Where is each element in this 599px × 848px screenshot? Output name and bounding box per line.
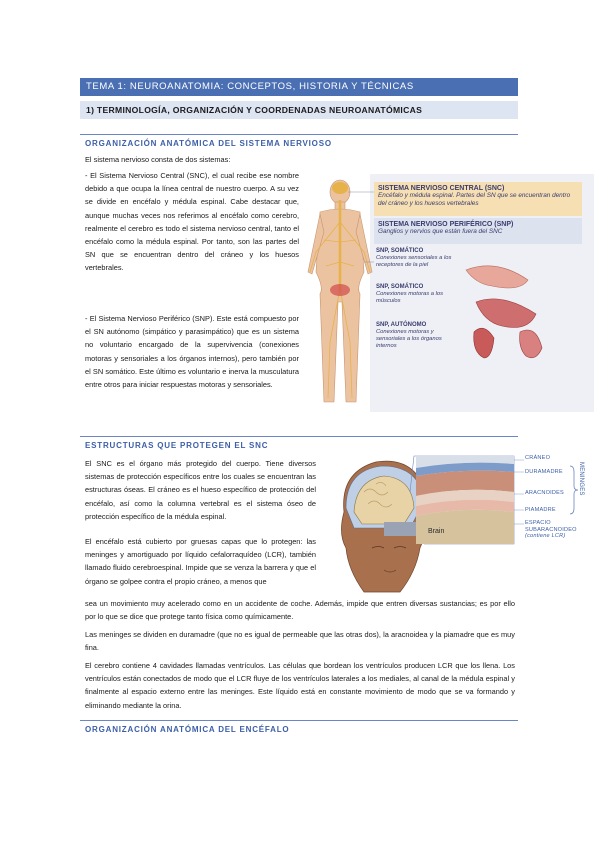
somatic-motor-desc: Conexiones motoras a los músculos xyxy=(376,291,444,304)
nervous-system-figure xyxy=(306,162,594,412)
aracnoides-label: ARACNOIDES xyxy=(525,490,564,496)
section-banner: 1) TERMINOLOGÍA, ORGANIZACIÓN Y COORDENADAS NEUROANATÓMICAS xyxy=(80,101,518,119)
snp-title: SISTEMA NERVIOSO PERIFÉRICO (SNP) xyxy=(378,221,514,228)
snc-title: SISTEMA NERVIOSO CENTRAL (SNC) xyxy=(378,185,505,192)
espacio-subaracnoideo-label xyxy=(525,520,577,540)
org-sn-intro: El sistema nervioso consta de dos sistemas: xyxy=(85,155,231,164)
topic-banner: TEMA 1: NEUROANATOMIA: CONCEPTOS, HISTORIA Y TÉCNICAS xyxy=(80,78,518,96)
snc-paragraph: - El Sistema Nervioso Central (SNC), el cual recibe ese nombre debido a que ocupa la línea central de nuestro cuerpo. A su vez se divide en encéfalo y médula espinal. Cabe destacar que, aunque muchas veces nos referimos al encéfalo como cerebro, realmente el cerebro es todo el sistema nervioso central, tanto el encéfalo como la médula espinal. Por tanto, son las partes del SN que se encuentran dentro del cráneo y los huesos vertebrales. xyxy=(85,171,299,273)
section-rule xyxy=(80,436,518,437)
somatic-sensory-label xyxy=(376,248,456,269)
org-encefalo-heading: ORGANIZACIÓN ANATÓMICA DEL ENCÉFALO xyxy=(85,725,290,734)
somatic-motor-title: SNP, SOMÁTICO xyxy=(376,284,424,290)
meninges-label: MENINGES xyxy=(578,462,584,496)
estructuras-paragraph-3: Las meninges se dividen en duramadre (que no es igual de permeable que las otras dos), la aracnoidea y la piamadre que es muy fina. xyxy=(85,630,515,653)
org-sn-heading: ORGANIZACIÓN ANATÓMICA DEL SISTEMA NERVIOSO xyxy=(85,139,332,148)
autonomic-label xyxy=(376,322,456,350)
snp-label-box xyxy=(374,218,582,244)
meninges-figure xyxy=(324,452,596,602)
somatic-sensory-title: SNP, SOMÁTICO xyxy=(376,248,424,254)
duramadre-label: DURAMADRE xyxy=(525,469,563,475)
autonomic-desc: Conexiones motoras y sensoriales a los órganos internos xyxy=(376,329,442,349)
snc-label-box xyxy=(374,182,582,216)
espacio-line-1: ESPACIO xyxy=(525,520,551,526)
somatic-motor-label xyxy=(376,284,456,305)
autonomic-title: SNP, AUTÓNOMO xyxy=(376,322,427,328)
snc-description: Encéfalo y médula espinal. Partes del SN que se encuentran dentro del cráneo y los huesos vertebrales xyxy=(378,192,571,207)
estructuras-paragraph-2a: El encéfalo está cubierto por gruesas capas que lo protegen: las meninges y amortiguado por líquido cefalorraquídeo (LCR), también llamado fluido cerebroespinal. Impide que se venza la barrera y que el órgano se golpee contra el propio cráneo, a menos que xyxy=(85,537,316,586)
brain-label: Brain xyxy=(428,528,445,535)
estructuras-paragraph-4: El cerebro contiene 4 cavidades llamadas ventrículos. Las células que bordean los ventrículos producen LCR que los llena. Los ventrículos están conectados de modo que el LCR fluye de los ventrículos laterales a los mediales, al canal de la médula espinal y finalmente al espacio externo entre las meninges. Este líquido está en constante movimiento de modo que se va formando y eliminando mediante la orina. xyxy=(85,661,515,710)
snp-paragraph: - El Sistema Nervioso Periférico (SNP). Este está compuesto por el SN autónomo (simpático y parasimpático) que es un sistema no voluntario encargado de la supervivencia (conexiones motoras y sensoriales a los órganos internos), pero también por el SN somático. Este último es voluntario e inerva la musculatura entre otros para iniciar respuestas motoras y sensoriales. xyxy=(85,314,299,390)
snp-description: Ganglios y nervios que están fuera del SNC xyxy=(378,228,503,235)
craneo-label: CRÁNEO xyxy=(525,455,551,461)
section-rule xyxy=(80,134,518,135)
espacio-line-2: SUBARACNOIDEO xyxy=(525,526,577,533)
piamadre-label: PIAMADRE xyxy=(525,507,556,513)
section-rule xyxy=(80,720,518,721)
espacio-line-3: (contiene LCR) xyxy=(525,533,566,539)
somatic-sensory-desc: Conexiones sensoriales a los receptores de la piel xyxy=(376,255,452,268)
estructuras-heading: ESTRUCTURAS QUE PROTEGEN EL SNC xyxy=(85,441,269,450)
estructuras-paragraph-1: El SNC es el órgano más protegido del cuerpo. Tiene diversos sistemas de protección específicos entre los cuales se encuentran las estructuras óseas. El cráneo es el hueso específico de protección del encéfalo, así como la columna vertebral es el sistema óseo de protección específico de la médula espinal. xyxy=(85,459,316,521)
estructuras-paragraph-2b: sea un movimiento muy acelerado como en un accidente de coche. Además, impide que entren diversas sustancias; es por ello por lo que se dice que protege tanto física como químicamente. xyxy=(85,599,515,622)
